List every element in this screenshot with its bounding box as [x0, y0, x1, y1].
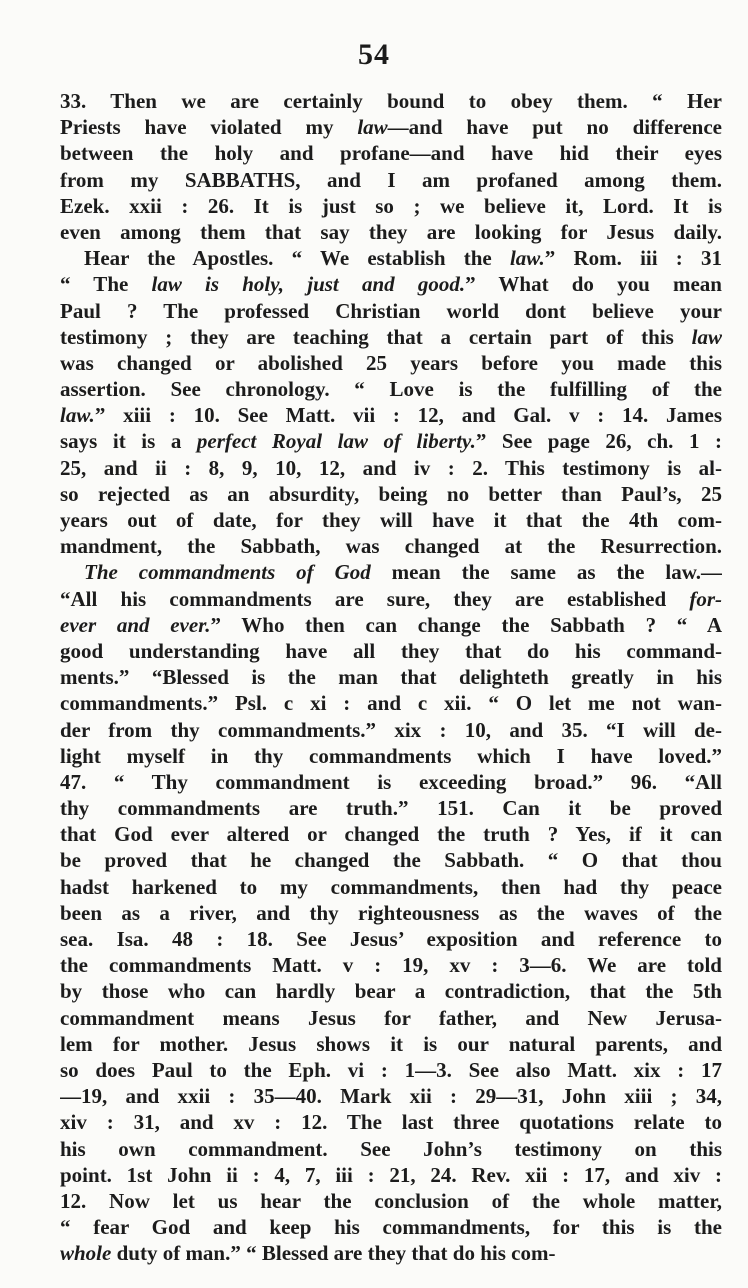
text-line — [60, 167, 722, 193]
italic-text: for- — [689, 586, 722, 611]
text-line — [60, 271, 722, 297]
text-line — [60, 1188, 722, 1214]
text-segment: good understanding have all they that do his command- — [60, 638, 722, 663]
text-line — [60, 350, 722, 376]
text-segment: der from thy commandments.” xix : 10, and 35. “I will de- — [60, 717, 722, 742]
text-segment: ” Who then can change the Sabbath ? “ A — [210, 612, 722, 637]
text-segment: mandment, the Sabbath, was changed at the Resurrection. — [60, 534, 722, 559]
text-line — [60, 586, 722, 612]
text-line — [60, 952, 722, 978]
text-segment: Ezek. xxii : 26. It is just so ; we believe it, Lord. It is — [60, 193, 722, 218]
text-segment: thy commandments are truth.” 151. Can it be proved — [60, 796, 722, 821]
text-segment: Paul ? The professed Christian world dont believe your — [60, 298, 722, 323]
text-line — [60, 533, 722, 559]
text-line — [60, 324, 722, 350]
text-line — [60, 1057, 722, 1083]
text-line — [60, 638, 722, 664]
text-line — [60, 874, 722, 900]
text-line — [60, 847, 722, 873]
italic-text: law — [691, 324, 722, 349]
text-segment: commandment means Jesus for father, and New Jerusa- — [60, 1005, 722, 1030]
text-line — [60, 717, 722, 743]
text-segment: duty of man.” “ Blessed are they that do his com- — [111, 1241, 556, 1266]
text-segment: the commandments Matt. v : 19, xv : 3—6. We are told — [60, 953, 722, 978]
text-line — [60, 743, 722, 769]
text-segment: that God ever altered or changed the truth ? Yes, if it can — [60, 822, 722, 847]
text-line — [60, 193, 722, 219]
italic-text: law — [357, 115, 388, 140]
text-line — [60, 114, 722, 140]
text-line — [60, 219, 722, 245]
text-line — [60, 245, 722, 271]
text-line — [60, 402, 722, 428]
text-segment: point. 1st John ii : 4, 7, iii : 21, 24. Rev. xii : 17, and xiv : — [60, 1162, 722, 1187]
italic-text: law is holy, just and good. — [151, 272, 466, 297]
text-line — [60, 428, 722, 454]
text-segment: mean the same as the law.— — [370, 560, 722, 585]
text-line — [60, 1109, 722, 1135]
text-segment: testimony ; they are teaching that a certain part of this — [60, 324, 692, 349]
text-segment: “ fear God and keep his commandments, for this is the — [60, 1215, 722, 1240]
text-line — [60, 612, 722, 638]
text-line — [60, 978, 722, 1004]
italic-text: whole — [60, 1241, 112, 1266]
text-segment: was changed or abolished 25 years before you made this — [60, 350, 722, 375]
text-line — [60, 455, 722, 481]
text-line — [60, 690, 722, 716]
text-segment: Priests have violated my — [60, 115, 358, 140]
text-line — [60, 664, 722, 690]
text-line — [60, 481, 722, 507]
text-segment: ” Rom. iii : 31 — [544, 246, 722, 271]
text-line — [60, 926, 722, 952]
italic-text: law. — [60, 403, 95, 428]
text-segment: “ The — [60, 272, 152, 297]
text-segment: be proved that he changed the Sabbath. “ O that thou — [60, 848, 722, 873]
text-segment: even among them that say they are looking for Jesus daily. — [60, 219, 722, 244]
text-segment: so rejected as an absurdity, being no better than Paul’s, 25 — [60, 481, 722, 506]
text-segment: 33. Then we are certainly bound to obey them. “ Her — [60, 89, 722, 113]
italic-text: The commandments of God — [84, 560, 371, 585]
text-segment: —and have put no difference — [387, 115, 722, 140]
text-line — [60, 140, 722, 166]
text-segment: 47. “ Thy commandment is exceeding broad.” 96. “All — [60, 769, 722, 794]
text-segment: ” xiii : 10. See Matt. vii : 12, and Gal. v : 14. James — [94, 403, 722, 428]
text-line — [60, 559, 722, 585]
text-segment: assertion. See chronology. “ Love is the fulfilling of the — [60, 377, 722, 402]
text-line — [60, 821, 722, 847]
text-line — [60, 1083, 722, 1109]
text-line — [60, 1136, 722, 1162]
text-segment: hadst harkened to my commandments, then had thy peace — [60, 874, 722, 899]
text-segment: 25, and ii : 8, 9, 10, 12, and iv : 2. This testimony is al- — [60, 455, 722, 480]
text-line — [60, 1240, 722, 1266]
page-number: 54 — [358, 38, 390, 71]
text-segment: xiv : 31, and xv : 12. The last three quotations relate to — [60, 1110, 722, 1135]
text-segment: his own commandment. See John’s testimony on this — [60, 1136, 722, 1161]
text-segment: by those who can hardly bear a contradiction, that the 5th — [60, 979, 722, 1004]
text-line — [60, 1162, 722, 1188]
text-segment: sea. Isa. 48 : 18. See Jesus’ exposition and reference to — [60, 927, 722, 951]
text-segment: light myself in thy commandments which I have loved.” — [60, 743, 722, 768]
text-line — [60, 376, 722, 402]
text-line — [60, 769, 722, 795]
text-segment: “All his commandments are sure, they are established — [60, 586, 690, 611]
text-line — [60, 507, 722, 533]
text-line — [60, 1214, 722, 1240]
text-line — [60, 298, 722, 324]
text-line — [60, 88, 722, 114]
text-segment: years out of date, for they will have it that the 4th com- — [60, 508, 722, 532]
text-segment: —19, and xxii : 35—40. Mark xii : 29—31, John xiii ; 34, — [60, 1084, 722, 1109]
italic-text: ever and ever. — [60, 612, 211, 637]
text-segment: ” See page 26, ch. 1 : — [475, 429, 722, 454]
text-line — [60, 900, 722, 926]
italic-text: law. — [509, 246, 545, 271]
text-segment: says it is a — [60, 429, 197, 454]
text-line — [60, 1005, 722, 1031]
text-segment: so does Paul to the Eph. vi : 1—3. See also Matt. xix : 17 — [60, 1057, 722, 1082]
text-segment: ments.” “Blessed is the man that delighteth greatly in his — [60, 665, 722, 690]
text-segment: between the holy and profane—and have hid their eyes — [60, 141, 722, 166]
text-segment: been as a river, and thy righteousness as the waves of the — [60, 900, 722, 925]
text-segment: Hear the Apostles. “ We establish the — [84, 246, 510, 271]
text-segment: commandments.” Psl. c xi : and c xii. “ O let me not wan- — [60, 691, 722, 716]
text-line — [60, 795, 722, 821]
text-segment: 12. Now let us hear the conclusion of the whole matter, — [60, 1188, 722, 1213]
body-text — [60, 88, 722, 1266]
text-segment: from my SABBATHS, and I am profaned among them. — [60, 167, 722, 192]
text-segment: ” What do you mean — [465, 272, 722, 297]
text-segment: lem for mother. Jesus shows it is our natural parents, and — [60, 1031, 722, 1056]
text-line — [60, 1031, 722, 1057]
italic-text: perfect Royal law of liberty. — [196, 429, 476, 454]
